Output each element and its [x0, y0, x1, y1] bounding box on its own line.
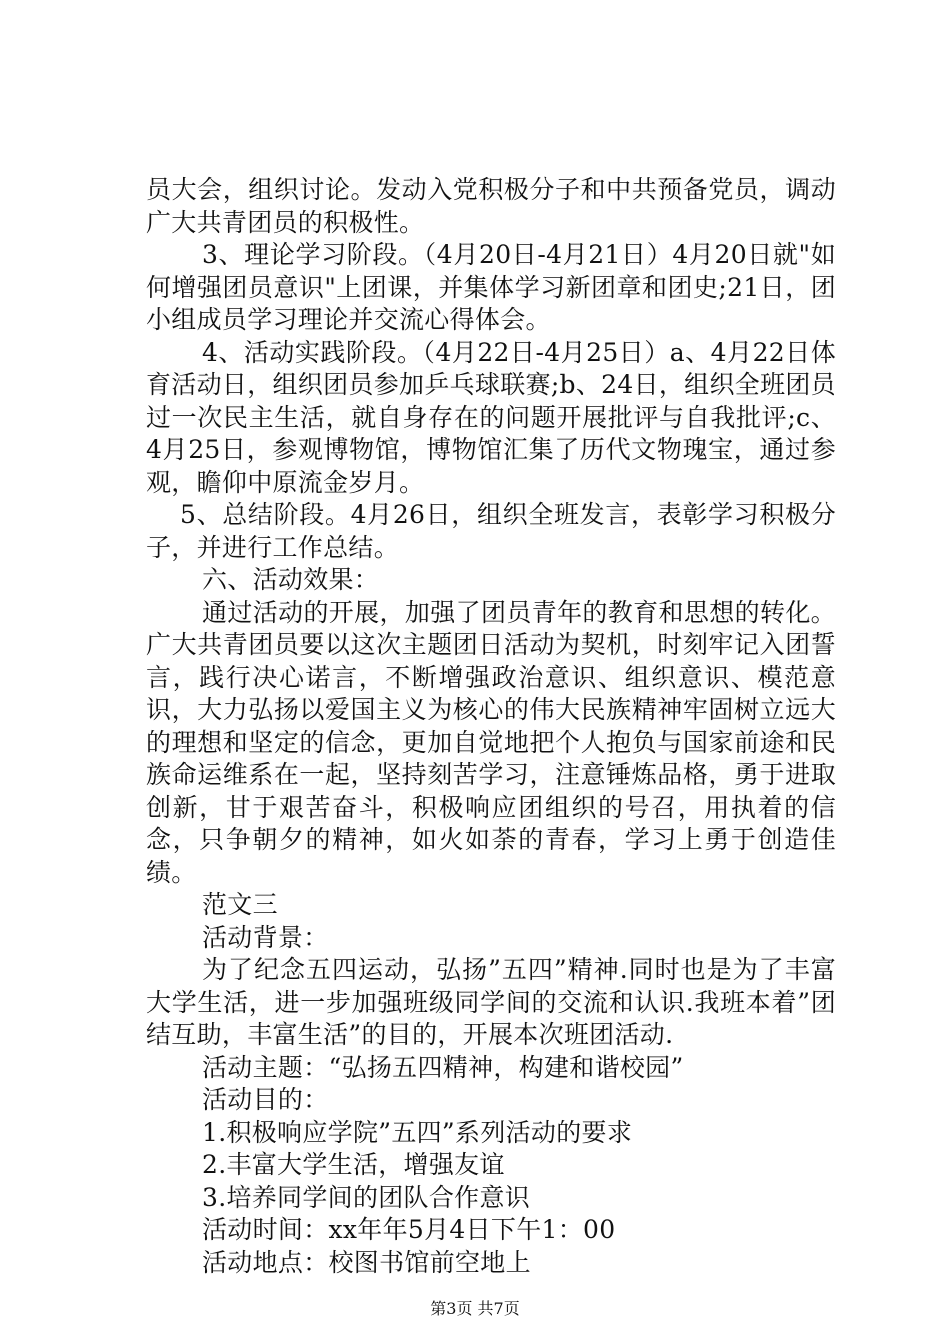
paragraph-activity-time: 活动时间：xx年年5月4日下午1：00 — [202, 1215, 616, 1244]
paragraph-activity-effect: 通过活动的开展，加强了团员青年的教育和思想的转化。广大共青团员要以这次主题团日活动为契机，时刻牢记入团誓言，践行决心诺言，不断增强政治意识、组织意识、模范意识，大力弘扬以爱国主义为核心的伟大民族精神牢固树立远大的理想和坚定的信念，更加自觉地把个人抱负与国家前途和民族命运维系在一起，坚持刻苦学习，注意锤炼品格，勇于进取创新，甘于艰苦奋斗，积极响应团组织的号召，用执着的信念，只争朝夕的精神，如火如荼的青春，学习上勇于创造佳绩。 — [146, 597, 836, 887]
paragraph-practice-stage: 4、活动实践阶段。（4月22日-4月25日）a、4月22日体育活动日，组织团员参加乒乓球联赛;b、24日，组织全班团员过一次民主生活，就自身存在的问题开展批评与自我批评;c、4月25日，参观博物馆，博物馆汇集了历代文物瑰宝，通过参观，瞻仰中原流金岁月。 — [146, 337, 836, 497]
list-item-purpose-3: 3.培养同学间的团队合作意识 — [202, 1182, 531, 1212]
paragraph-theory-stage: 3、理论学习阶段。（4月20日-4月21日）4月20日就"如何增强团员意识"上团课，并集体学习新团章和团史;21日，团小组成员学习理论并交流心得体会。 — [146, 240, 836, 334]
list-item-purpose-2: 2.丰富大学生活，增强友谊 — [202, 1150, 505, 1179]
document-body — [146, 174, 836, 1279]
heading-activity-purpose: 活动目的： — [202, 1085, 329, 1114]
heading-sample-three: 范文三 — [202, 890, 278, 919]
paragraph-activity-background: 为了纪念五四运动，弘扬”五四”精神.同时也是为了丰富大学生活，进一步加强班级同学间的交流和认识.我班本着”团结互助，丰富生活”的目的，开展本次班团活动. — [146, 955, 836, 1049]
paragraph-activity-location: 活动地点：校图书馆前空地上 — [202, 1247, 531, 1277]
paragraph-activity-theme: 活动主题：“弘扬五四精神，构建和谐校园” — [202, 1052, 684, 1082]
heading-activity-effect: 六、活动效果： — [202, 565, 380, 594]
list-item-purpose-1: 1.积极响应学院”五四”系列活动的要求 — [202, 1117, 633, 1147]
heading-activity-background: 活动背景： — [202, 922, 329, 952]
page-number-footer: 第3页 共7页 — [430, 1299, 520, 1318]
paragraph-summary-stage: 5、总结阶段。4月26日，组织全班发言，表彰学习积极分子，并进行工作总结。 — [146, 500, 836, 562]
paragraph-continuation: 员大会，组织讨论。发动入党积极分子和中共预备党员，调动广大共青团员的积极性。 — [146, 175, 836, 237]
